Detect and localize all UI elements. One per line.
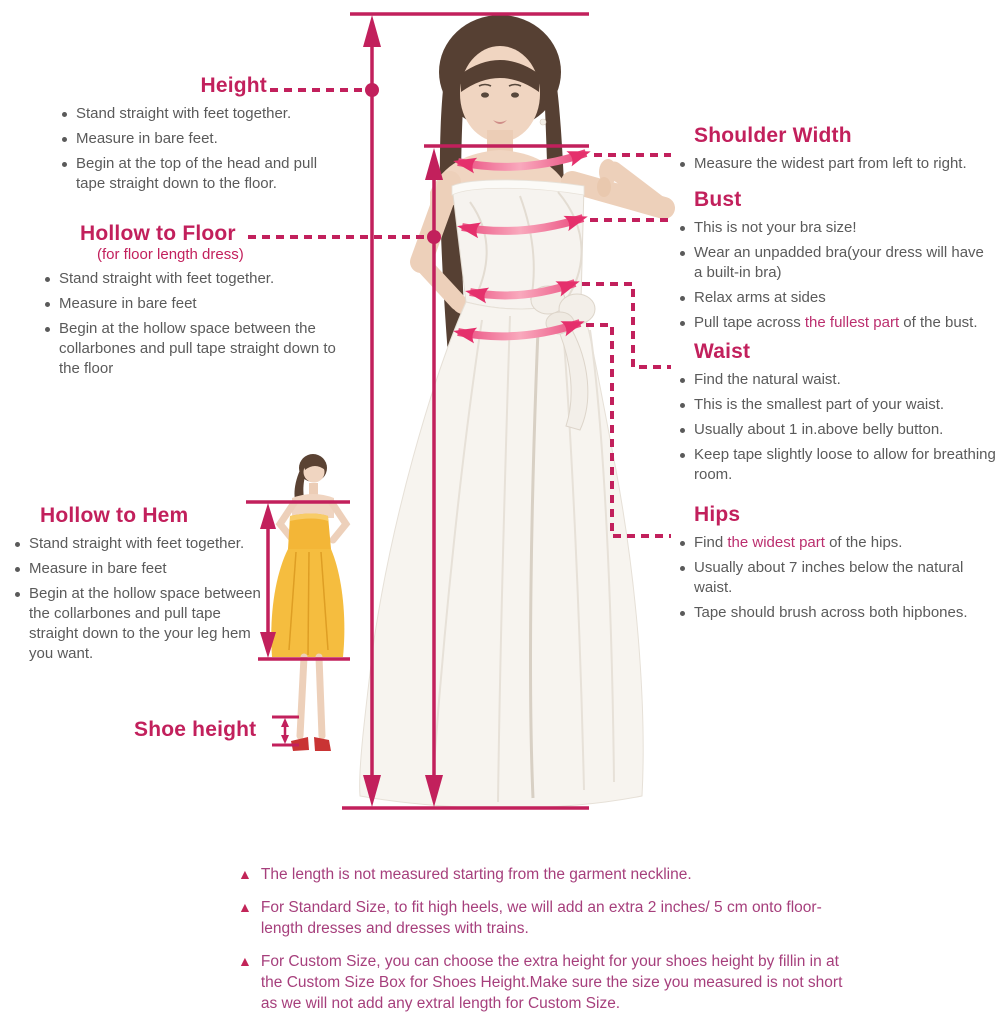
bullet-item <box>680 370 996 390</box>
bullet-text: Wear an unpadded bra(your dress will have a built-in bra) <box>694 244 984 281</box>
bullet-item <box>680 533 1000 553</box>
bullet-dot <box>680 403 685 408</box>
bullet-text: This is the smallest part of your waist. <box>694 396 945 413</box>
section-bust-bullets <box>680 218 996 333</box>
bullet-text: Measure in bare feet <box>29 560 167 577</box>
bullet-dot <box>45 277 50 282</box>
bullet-dot <box>15 542 20 547</box>
section-hollow-to-floor <box>45 222 347 384</box>
section-hollow-to-floor-subtitle: (for floor length dress) <box>97 246 244 263</box>
section-hips-title: Hips <box>694 503 741 526</box>
section-hollow-to-floor-bullets <box>45 269 347 379</box>
bullet-item <box>62 129 347 149</box>
section-bust-title: Bust <box>694 188 742 211</box>
bullet-item <box>680 420 996 440</box>
bullet-text: Measure in bare feet <box>59 295 197 312</box>
bullet-dot <box>680 541 685 546</box>
bullet-dot <box>62 137 67 142</box>
model-photo <box>360 15 664 808</box>
bullet-text: Begin at the hollow space between the collarbones and pull tape straight down to the your leg hem you want. <box>29 585 261 662</box>
bullet-item <box>680 313 996 333</box>
section-shoulder-width <box>680 124 998 179</box>
section-hips-bullets <box>680 533 1000 623</box>
bullet-text: Relax arms at sides <box>694 289 826 306</box>
bullet-dot <box>680 296 685 301</box>
bullet-item <box>680 558 1000 598</box>
section-height <box>62 74 347 199</box>
warning-triangle-icon: ▲ <box>238 866 252 882</box>
bullet-dot <box>680 611 685 616</box>
model-dress <box>360 180 644 808</box>
bullet-dot <box>680 321 685 326</box>
petite-legs <box>300 657 322 736</box>
bullet-text: Usually about 1 in.above belly button. <box>694 421 944 438</box>
bullet-dot <box>680 251 685 256</box>
bullet-item <box>15 559 269 579</box>
section-hollow-to-hem <box>15 504 269 669</box>
bullet-text: Find the natural waist. <box>694 371 841 388</box>
bullet-text: Begin at the hollow space between the collarbones and pull tape straight down to the floor <box>59 320 336 377</box>
bullet-item <box>62 104 347 124</box>
section-height-bullets <box>62 104 347 194</box>
warning-triangle-icon: ▲ <box>238 899 252 915</box>
section-hips <box>680 503 1000 628</box>
bullet-dot <box>680 162 685 167</box>
bullet-item <box>680 288 996 308</box>
bullet-dot <box>62 112 67 117</box>
note-text: The length is not measured starting from the garment neckline. <box>260 866 692 883</box>
bullet-dot <box>45 327 50 332</box>
bullet-item <box>680 445 996 485</box>
bullet-item <box>680 395 996 415</box>
bullet-dot <box>680 226 685 231</box>
waist-connector <box>582 284 671 367</box>
bullet-dot <box>15 592 20 597</box>
section-shoulder-width-title: Shoulder Width <box>694 124 852 147</box>
bullet-dot <box>45 302 50 307</box>
bullet-item <box>680 603 1000 623</box>
section-shoulder-width-bullets <box>680 154 998 174</box>
section-shoe-height-title: Shoe height <box>134 718 257 741</box>
bullet-text: Usually about 7 inches below the natural waist. <box>694 559 964 596</box>
bullet-text: Stand straight with feet together. <box>59 270 275 287</box>
bullet-item <box>62 154 347 194</box>
bullet-dot <box>680 566 685 571</box>
section-waist-title: Waist <box>694 340 751 363</box>
bullet-item <box>680 154 998 174</box>
bullet-dot <box>680 378 685 383</box>
note-item <box>238 864 856 885</box>
bullet-text: This is not your bra size! <box>694 219 857 236</box>
section-waist <box>680 340 996 490</box>
petite-model-photo <box>271 454 346 751</box>
bullet-text: Stand straight with feet together. <box>76 105 292 122</box>
bullet-text: Measure the widest part from left to right. <box>694 155 967 172</box>
bullet-item <box>45 319 347 379</box>
bullet-item <box>15 534 269 554</box>
bullet-item <box>45 294 347 314</box>
section-hollow-to-hem-bullets <box>15 534 269 664</box>
section-hollow-to-floor-title: Hollow to Floor <box>80 222 236 245</box>
section-waist-bullets <box>680 370 996 485</box>
bullet-text: Measure in bare feet. <box>76 130 218 147</box>
note-text: For Standard Size, to fit high heels, we will add an extra 2 inches/ 5 cm onto floor-length dresses and dresses with trains. <box>260 899 822 937</box>
bullet-item <box>45 269 347 289</box>
bullet-text: Find the widest part of the hips. <box>694 534 903 551</box>
bullet-dot <box>15 567 20 572</box>
bullet-text: Tape should brush across both hipbones. <box>694 604 968 621</box>
note-item <box>238 897 856 939</box>
bullet-text: Stand straight with feet together. <box>29 535 245 552</box>
section-shoe-height <box>134 718 256 742</box>
section-height-title: Height <box>200 74 267 97</box>
footnotes <box>238 864 856 1026</box>
bullet-item <box>15 584 269 664</box>
bullet-text: Keep tape slightly loose to allow for breathing room. <box>694 446 996 483</box>
note-text: For Custom Size, you can choose the extra height for your shoes height by fillin in at the Custom Size Box for Shoes Height.Make sure the size you measured is not short as we will not add any extral length for Custom Size. <box>260 953 843 1012</box>
section-bust <box>680 188 996 338</box>
bullet-dot <box>680 428 685 433</box>
section-hollow-to-hem-title: Hollow to Hem <box>40 504 189 527</box>
bullet-dot <box>680 453 685 458</box>
bullet-item <box>680 218 996 238</box>
warning-triangle-icon: ▲ <box>238 953 252 969</box>
bullet-text: Pull tape across the fullest part of the bust. <box>694 314 978 331</box>
bullet-text: Begin at the top of the head and pull tape straight down to the floor. <box>76 155 318 192</box>
bullet-dot <box>62 162 67 167</box>
bullet-item <box>680 243 996 283</box>
note-item <box>238 951 856 1014</box>
